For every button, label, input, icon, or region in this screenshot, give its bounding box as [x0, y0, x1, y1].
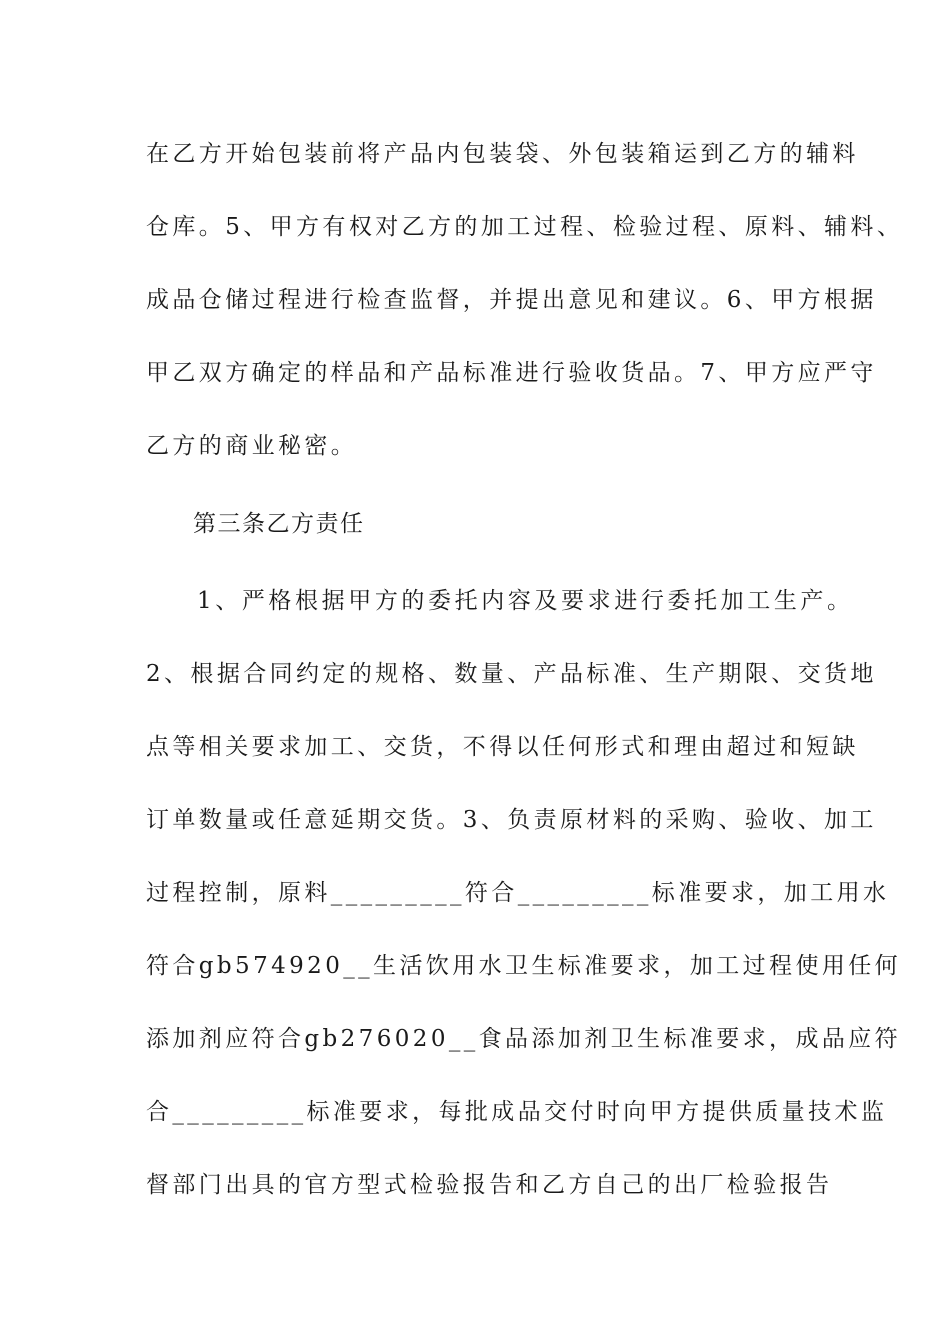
paragraph-line: 在乙方开始包装前将产品内包装袋、外包装箱运到乙方的辅料 [146, 141, 859, 167]
paragraph-line: 2、根据合同约定的规格、数量、产品标准、生产期限、交货地 [146, 661, 877, 687]
paragraph-line: 过程控制，原料_________符合_________标准要求，加工用水 [146, 880, 890, 906]
paragraph-line: 符合gb574920__生活饮用水卫生标准要求，加工过程使用任何 [146, 953, 902, 979]
paragraph-line: 合_________标准要求，每批成品交付时向甲方提供质量技术监 [146, 1099, 888, 1125]
paragraph-line: 添加剂应符合gb276020__食品添加剂卫生标准要求，成品应符 [146, 1026, 902, 1052]
paragraph-line: 督部门出具的官方型式检验报告和乙方自己的出厂检验报告 [146, 1172, 833, 1198]
paragraph-line: 点等相关要求加工、交货，不得以任何形式和理由超过和短缺 [146, 734, 859, 760]
paragraph-line: 乙方的商业秘密。 [146, 433, 358, 459]
section-heading: 第三条乙方责任 [193, 511, 365, 537]
paragraph-line: 订单数量或任意延期交货。3、负责原材料的采购、验收、加工 [146, 807, 877, 833]
paragraph-line: 1、严格根据甲方的委托内容及要求进行委托加工生产。 [197, 588, 854, 614]
paragraph-line: 甲乙双方确定的样品和产品标准进行验收货品。7、甲方应严守 [146, 360, 877, 386]
paragraph-line: 成品仓储过程进行检查监督，并提出意见和建议。6、甲方根据 [146, 287, 877, 313]
paragraph-line: 仓库。5、甲方有权对乙方的加工过程、检验过程、原料、辅料、 [146, 214, 904, 240]
